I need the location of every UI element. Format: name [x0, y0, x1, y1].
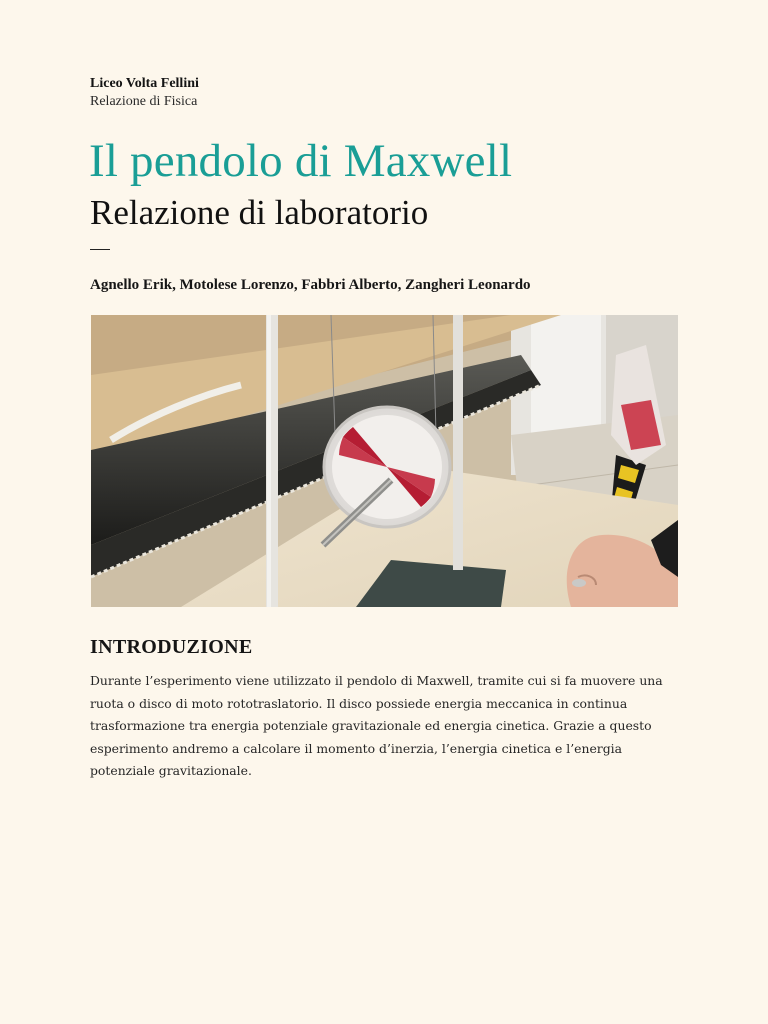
document-title: Il pendolo di Maxwell [89, 135, 513, 187]
document-type: Relazione di Fisica [90, 94, 198, 109]
author-list: Agnello Erik, Motolese Lorenzo, Fabbri Alberto, Zangheri Leonardo [90, 277, 531, 293]
maxwell-pendulum-illustration [91, 315, 678, 607]
school-name: Liceo Volta Fellini [90, 76, 199, 91]
title-divider [90, 249, 110, 250]
document-subtitle: Relazione di laboratorio [90, 193, 429, 232]
introduction-heading: INTRODUZIONE [90, 636, 253, 658]
introduction-text: Durante l’esperimento viene utilizzato il pendolo di Maxwell, tramite cui si fa muovere una ruota o disco di moto rototraslatorio. Il disco possiede energia meccanica in continua trasformazione tra energia potenziale gravitazionale ed energia cinetica. Grazie a questo esperimento andremo a calcolare il momento d’inerzia, l’energia cinetica e l’energia potenziale gravitazionale. [90, 673, 663, 778]
experiment-photo [91, 315, 678, 607]
